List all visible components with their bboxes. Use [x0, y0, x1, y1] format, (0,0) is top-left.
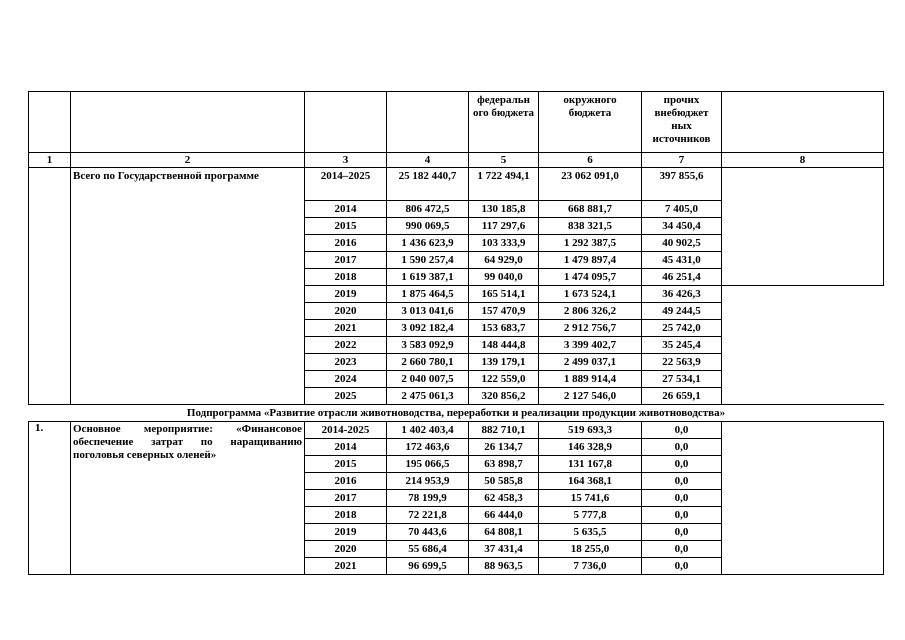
- total-cell: 96 699,5: [387, 558, 469, 575]
- other-cell: 0,0: [642, 490, 722, 507]
- federal-cell: 64 929,0: [469, 252, 539, 269]
- year-cell: 2019: [305, 524, 387, 541]
- col-number: 8: [722, 153, 884, 168]
- total-cell: 55 686,4: [387, 541, 469, 558]
- district-cell: 2 912 756,7: [539, 320, 642, 337]
- header-cell-3: [305, 92, 387, 153]
- program-number-cell: [29, 168, 71, 405]
- header-cell-8: [722, 92, 884, 153]
- year-cell: 2017: [305, 490, 387, 507]
- total-cell: 70 443,6: [387, 524, 469, 541]
- total-cell: 25 182 440,7: [387, 168, 469, 201]
- other-cell: 40 902,5: [642, 235, 722, 252]
- col8-cell: [722, 422, 884, 575]
- other-cell: 34 450,4: [642, 218, 722, 235]
- other-cell: 26 659,1: [642, 388, 722, 405]
- col-number: 1: [29, 153, 71, 168]
- header-district: окружного бюджета: [539, 92, 642, 153]
- federal-cell: 1 722 494,1: [469, 168, 539, 201]
- other-cell: 25 742,0: [642, 320, 722, 337]
- total-cell: 1 590 257,4: [387, 252, 469, 269]
- district-cell: 23 062 091,0: [539, 168, 642, 201]
- total-cell: 2 475 061,3: [387, 388, 469, 405]
- district-cell: 1 474 095,7: [539, 269, 642, 286]
- total-cell: 1 436 623,9: [387, 235, 469, 252]
- federal-cell: 148 444,8: [469, 337, 539, 354]
- year-cell: 2014: [305, 439, 387, 456]
- district-cell: 146 328,9: [539, 439, 642, 456]
- total-cell: 78 199,9: [387, 490, 469, 507]
- table-row: [29, 168, 884, 201]
- federal-cell: 122 559,0: [469, 371, 539, 388]
- activity-label: Основное мероприятие: «Финансовое обеспечение затрат по наращиванию поголовья северных оленей»: [71, 422, 305, 575]
- header-cell-2: [71, 92, 305, 153]
- col-number: 5: [469, 153, 539, 168]
- federal-cell: 117 297,6: [469, 218, 539, 235]
- year-cell: 2019: [305, 286, 387, 303]
- total-cell: 806 472,5: [387, 201, 469, 218]
- header-cell-4: [387, 92, 469, 153]
- header-row: [29, 92, 884, 153]
- other-cell: 0,0: [642, 473, 722, 490]
- federal-cell: 882 710,1: [469, 422, 539, 439]
- other-cell: 46 251,4: [642, 269, 722, 286]
- district-cell: 15 741,6: [539, 490, 642, 507]
- district-cell: 519 693,3: [539, 422, 642, 439]
- year-cell: 2015: [305, 218, 387, 235]
- federal-cell: 63 898,7: [469, 456, 539, 473]
- header-other: прочих внебюджет ных источников: [642, 92, 722, 153]
- header-federal: федеральн ого бюджета: [469, 92, 539, 153]
- district-cell: 3 399 402,7: [539, 337, 642, 354]
- other-cell: 35 245,4: [642, 337, 722, 354]
- district-cell: 2 127 546,0: [539, 388, 642, 405]
- federal-cell: 153 683,7: [469, 320, 539, 337]
- subprogram-title: Подпрограмма «Развитие отрасли животноводства, переработки и реализации продукции животноводства»: [29, 405, 884, 422]
- district-cell: 5 635,5: [539, 524, 642, 541]
- year-cell: 2021: [305, 558, 387, 575]
- district-cell: 131 167,8: [539, 456, 642, 473]
- col-number: 6: [539, 153, 642, 168]
- total-cell: 72 221,8: [387, 507, 469, 524]
- year-cell: 2014: [305, 201, 387, 218]
- total-cell: 1 402 403,4: [387, 422, 469, 439]
- year-cell: 2024: [305, 371, 387, 388]
- other-cell: 36 426,3: [642, 286, 722, 303]
- other-cell: 0,0: [642, 507, 722, 524]
- activity-number: 1.: [29, 422, 71, 575]
- year-cell: 2016: [305, 473, 387, 490]
- district-cell: 18 255,0: [539, 541, 642, 558]
- year-cell: 2014-2025: [305, 422, 387, 439]
- total-cell: 1 875 464,5: [387, 286, 469, 303]
- district-cell: 164 368,1: [539, 473, 642, 490]
- federal-cell: 62 458,3: [469, 490, 539, 507]
- other-cell: 0,0: [642, 422, 722, 439]
- district-cell: 2 499 037,1: [539, 354, 642, 371]
- other-cell: 49 244,5: [642, 303, 722, 320]
- federal-cell: 157 470,9: [469, 303, 539, 320]
- budget-table: [28, 91, 884, 575]
- year-cell: 2020: [305, 541, 387, 558]
- federal-cell: 26 134,7: [469, 439, 539, 456]
- total-cell: 195 066,5: [387, 456, 469, 473]
- total-cell: 990 069,5: [387, 218, 469, 235]
- col-number: 4: [387, 153, 469, 168]
- header-cell-1: [29, 92, 71, 153]
- total-cell: 1 619 387,1: [387, 269, 469, 286]
- other-cell: 22 563,9: [642, 354, 722, 371]
- federal-cell: 66 444,0: [469, 507, 539, 524]
- federal-cell: 103 333,9: [469, 235, 539, 252]
- federal-cell: 50 585,8: [469, 473, 539, 490]
- col8-cell: [722, 168, 884, 286]
- district-cell: 7 736,0: [539, 558, 642, 575]
- col8-cell: [722, 286, 884, 405]
- program-total-label: Всего по Государственной программе: [71, 168, 305, 405]
- col-number: 7: [642, 153, 722, 168]
- total-cell: 3 013 041,6: [387, 303, 469, 320]
- year-cell: 2018: [305, 507, 387, 524]
- district-cell: 5 777,8: [539, 507, 642, 524]
- total-cell: 214 953,9: [387, 473, 469, 490]
- other-cell: 27 534,1: [642, 371, 722, 388]
- column-numbers-row: [29, 153, 884, 168]
- federal-cell: 130 185,8: [469, 201, 539, 218]
- district-cell: 668 881,7: [539, 201, 642, 218]
- year-cell: 2017: [305, 252, 387, 269]
- district-cell: 2 806 326,2: [539, 303, 642, 320]
- subprogram-row: [29, 405, 884, 422]
- year-cell: 2020: [305, 303, 387, 320]
- federal-cell: 64 808,1: [469, 524, 539, 541]
- other-cell: 397 855,6: [642, 168, 722, 201]
- federal-cell: 88 963,5: [469, 558, 539, 575]
- total-cell: 3 583 092,9: [387, 337, 469, 354]
- total-cell: 2 660 780,1: [387, 354, 469, 371]
- col-number: 2: [71, 153, 305, 168]
- district-cell: 838 321,5: [539, 218, 642, 235]
- federal-cell: 320 856,2: [469, 388, 539, 405]
- district-cell: 1 673 524,1: [539, 286, 642, 303]
- federal-cell: 165 514,1: [469, 286, 539, 303]
- year-cell: 2015: [305, 456, 387, 473]
- total-cell: 3 092 182,4: [387, 320, 469, 337]
- district-cell: 1 889 914,4: [539, 371, 642, 388]
- year-cell: 2023: [305, 354, 387, 371]
- other-cell: 0,0: [642, 439, 722, 456]
- other-cell: 7 405,0: [642, 201, 722, 218]
- total-cell: 172 463,6: [387, 439, 469, 456]
- year-cell: 2022: [305, 337, 387, 354]
- year-cell: 2018: [305, 269, 387, 286]
- other-cell: 0,0: [642, 541, 722, 558]
- federal-cell: 99 040,0: [469, 269, 539, 286]
- year-cell: 2025: [305, 388, 387, 405]
- other-cell: 45 431,0: [642, 252, 722, 269]
- federal-cell: 37 431,4: [469, 541, 539, 558]
- other-cell: 0,0: [642, 524, 722, 541]
- other-cell: 0,0: [642, 558, 722, 575]
- year-cell: 2021: [305, 320, 387, 337]
- federal-cell: 139 179,1: [469, 354, 539, 371]
- total-cell: 2 040 007,5: [387, 371, 469, 388]
- table-row: [29, 422, 884, 439]
- other-cell: 0,0: [642, 456, 722, 473]
- col-number: 3: [305, 153, 387, 168]
- district-cell: 1 479 897,4: [539, 252, 642, 269]
- year-cell: 2016: [305, 235, 387, 252]
- year-cell: 2014–2025: [305, 168, 387, 201]
- district-cell: 1 292 387,5: [539, 235, 642, 252]
